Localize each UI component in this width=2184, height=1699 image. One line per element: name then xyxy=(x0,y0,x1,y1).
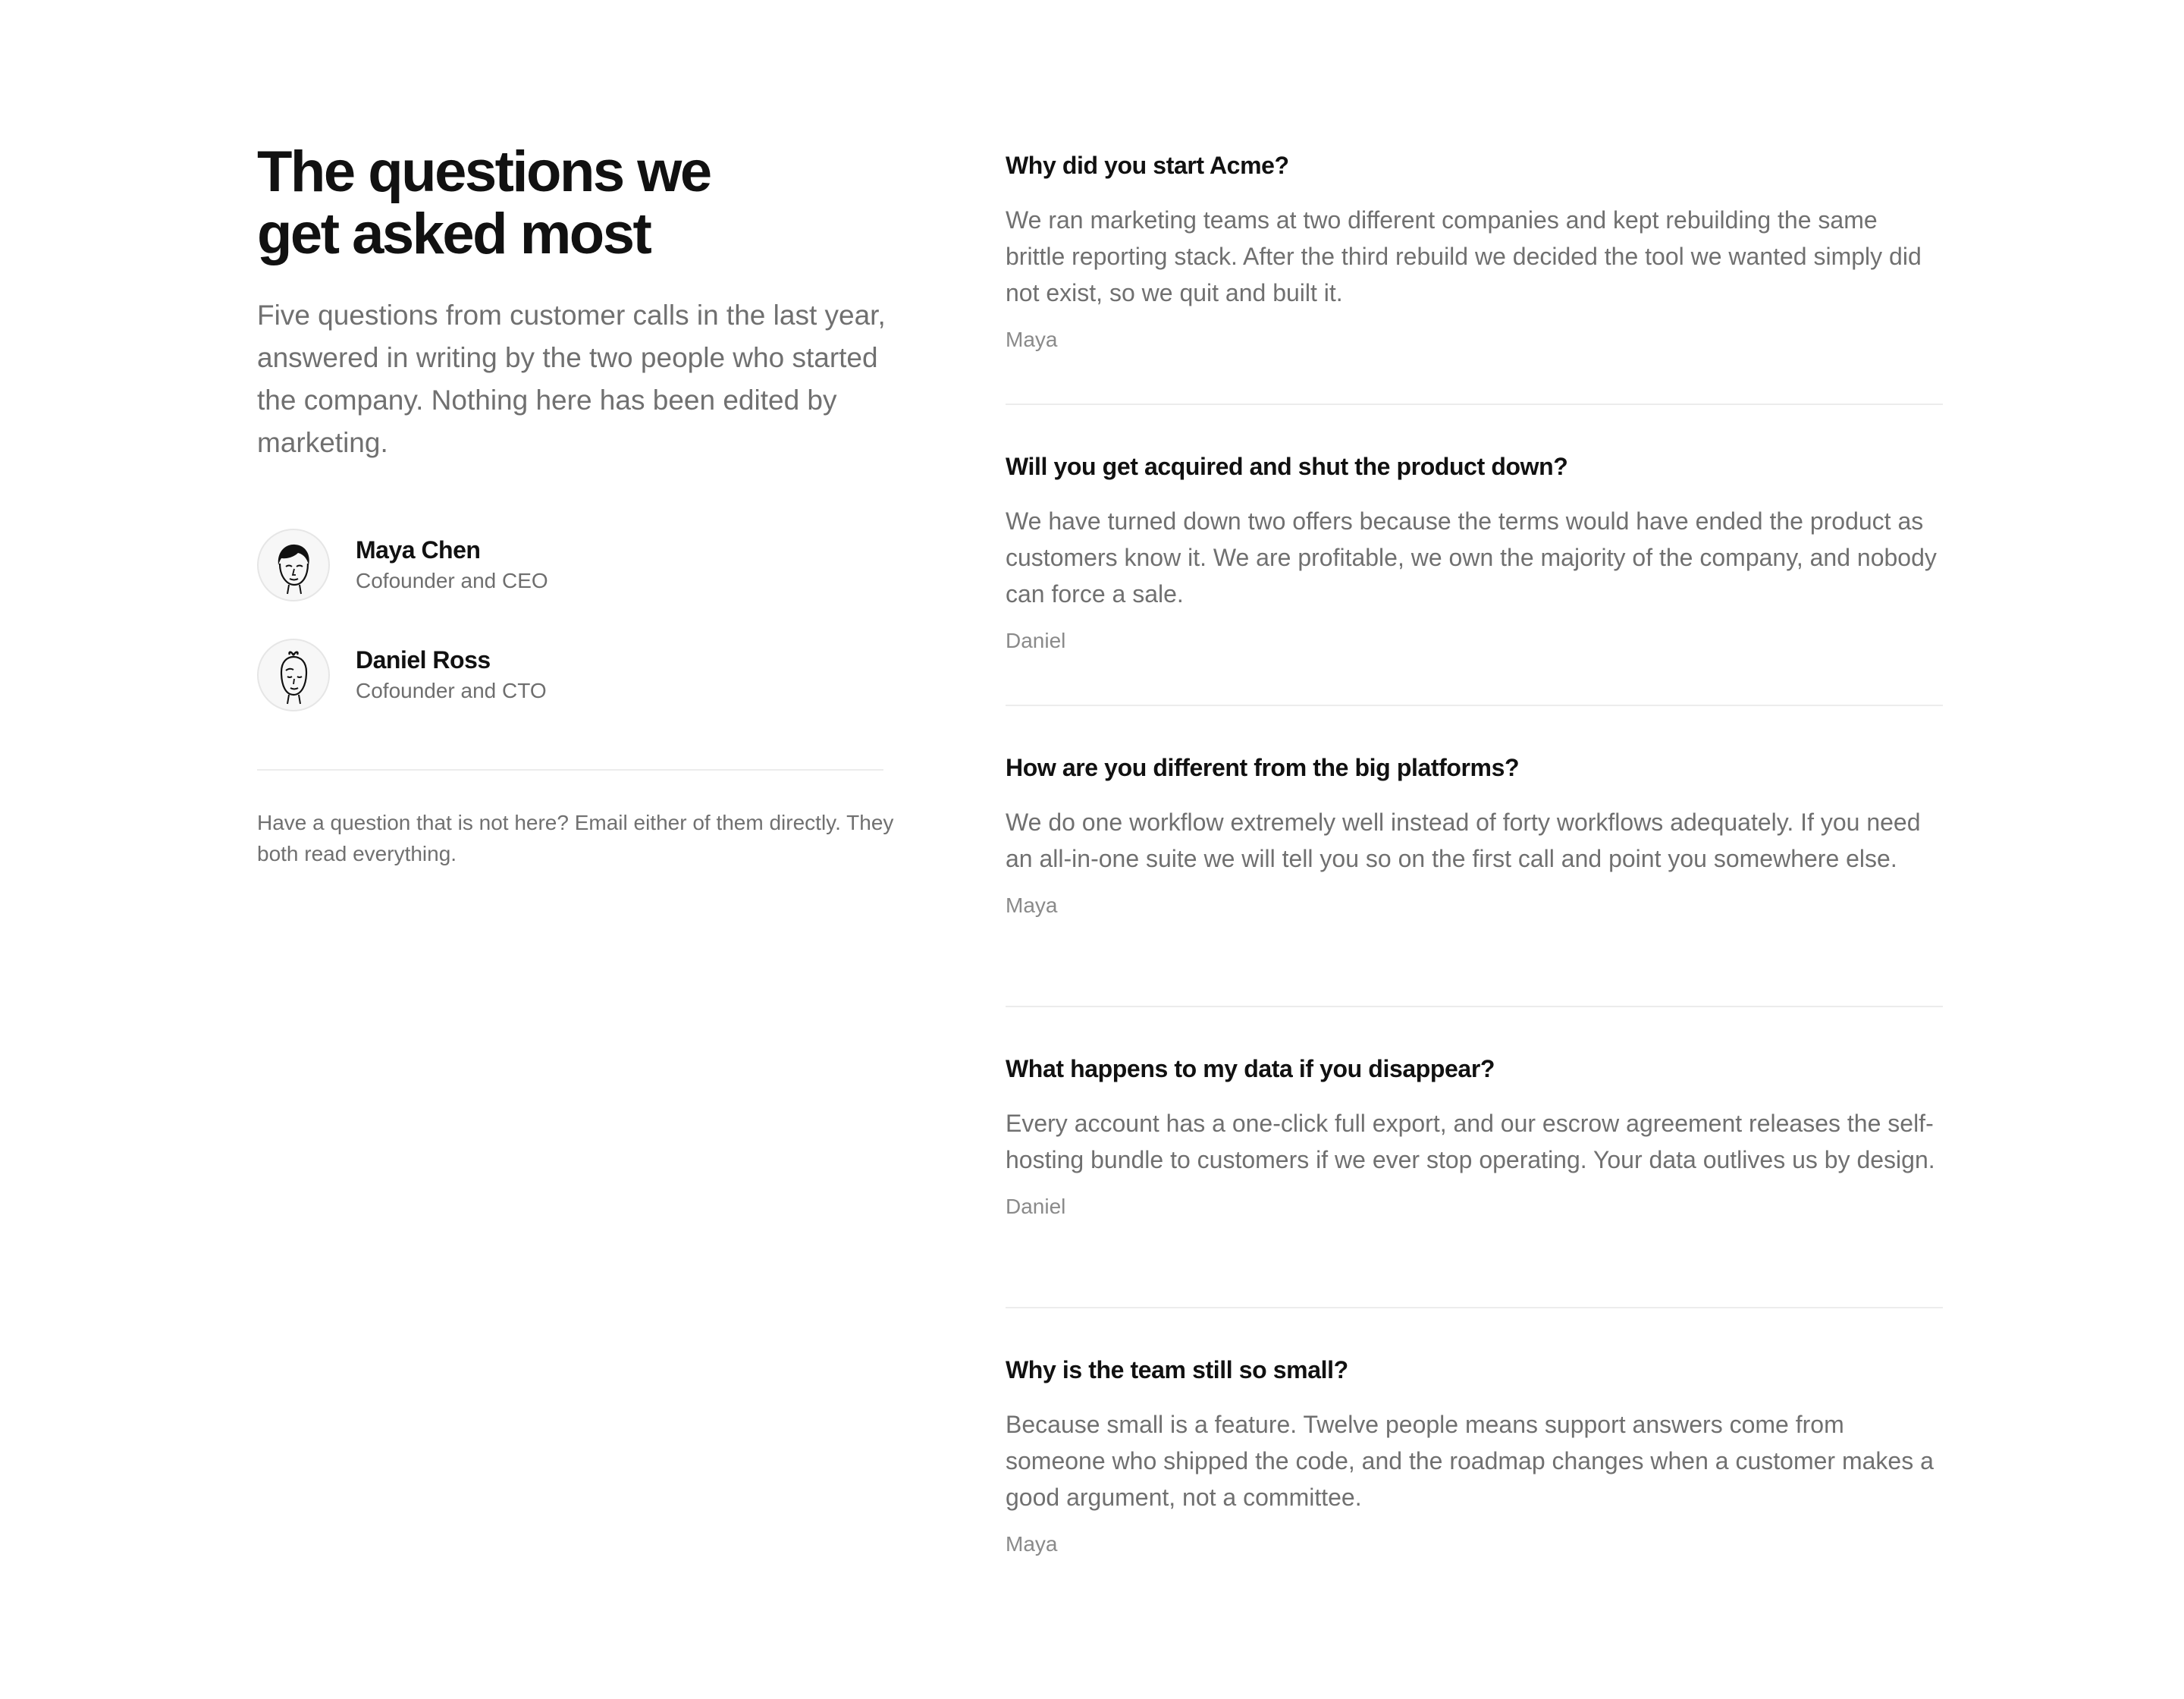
faq-answered-by: Maya xyxy=(1006,893,1058,917)
faq-question: Why did you start Acme? xyxy=(1006,152,1289,179)
faq-item xyxy=(1006,1052,1943,1353)
faq-answered-by: Daniel xyxy=(1006,1195,1066,1218)
faq-answered-by: Daniel xyxy=(1006,629,1066,652)
faq-divider xyxy=(1006,705,1943,706)
faq-answered-by: Maya xyxy=(1006,1532,1058,1556)
faq-item xyxy=(1006,149,1943,450)
section-divider xyxy=(257,769,883,771)
contact-note: Have a question that is not here? Email either of them directly. They both read everything. xyxy=(257,811,894,865)
founders-list xyxy=(257,528,886,712)
founder-name: Maya Chen xyxy=(356,536,481,564)
man-face-illustration-icon xyxy=(263,645,324,705)
faq-item xyxy=(1006,450,1943,751)
woman-face-illustration-icon xyxy=(263,535,324,595)
founder-info xyxy=(356,535,548,595)
faq-divider xyxy=(1006,1006,1943,1007)
faq-question: How are you different from the big platforms? xyxy=(1006,754,1520,781)
avatar xyxy=(257,529,330,601)
founder-role: Cofounder and CTO xyxy=(356,679,547,702)
founder-daniel-ross xyxy=(257,638,886,712)
page-title xyxy=(257,141,886,265)
faq-question: Will you get acquired and shut the product down? xyxy=(1006,453,1568,480)
page-title-line-2: get asked most xyxy=(257,202,651,266)
faq-answer: Every account has a one-click full export, and our escrow agreement releases the self-hosting bundle to customers if we ever stop operating. Your data outlives us by design. xyxy=(1006,1110,1935,1173)
faq-item xyxy=(1006,751,1943,1052)
faq-question: Why is the team still so small? xyxy=(1006,1356,1348,1383)
intro-column xyxy=(257,141,886,748)
faq-answered-by: Maya xyxy=(1006,328,1058,351)
intro-paragraph: Five questions from customer calls in the last year, answered in writing by the two people who started the company. Nothing here has been edited by marketing. xyxy=(257,300,886,458)
founder-info xyxy=(356,645,547,705)
faq-answer: Because small is a feature. Twelve people means support answers come from someone who shipped the code, and the roadmap changes when a customer makes a good argument, not a committee. xyxy=(1006,1411,1934,1511)
faq-item xyxy=(1006,1353,1943,1559)
avatar xyxy=(257,639,330,711)
faq-divider xyxy=(1006,1307,1943,1308)
faq-answer: We have turned down two offers because the terms would have ended the product as customers know it. We are profitable, we own the majority of the company, and nobody can force a sale. xyxy=(1006,507,1937,608)
faq-question: What happens to my data if you disappear? xyxy=(1006,1055,1495,1082)
founder-name: Daniel Ross xyxy=(356,646,491,674)
page-title-line-1: The questions we xyxy=(257,140,711,204)
faq-answer: We do one workflow extremely well instead of forty workflows adequately. If you need an all-in-one suite we will tell you so on the first call and point you somewhere else. xyxy=(1006,809,1921,872)
founder-role: Cofounder and CEO xyxy=(356,569,548,592)
faq-divider xyxy=(1006,404,1943,405)
faq-list xyxy=(1006,149,1943,1559)
faq-answer: We ran marketing teams at two different companies and kept rebuilding the same brittle reporting stack. After the third rebuild we decided the tool we wanted simply did not exist, so we quit and built it. xyxy=(1006,206,1922,306)
founder-maya-chen xyxy=(257,528,886,602)
